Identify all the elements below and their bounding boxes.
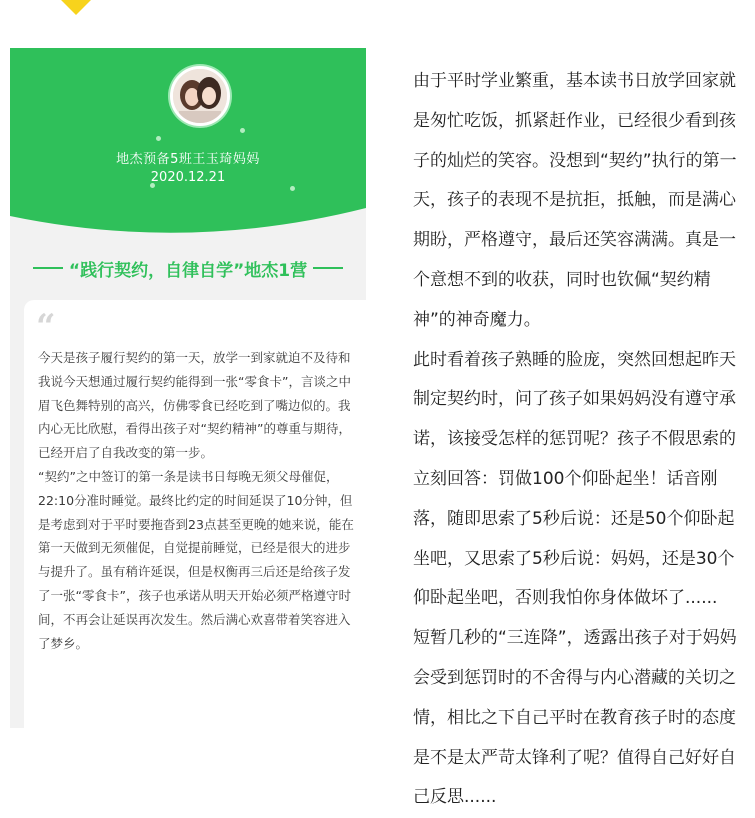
post-paragraph: “契约”之中签订的第一条是读书日每晚无须父母催促，22:10分准时睡觉。最终比约定的时间延误了10分钟，但是考虑到对于平时要拖沓到23点甚至更晚的她来说，能在第一天做到无须催促，自觉提前睡觉，已经是很大的进步与提升了。虽有稍许延误，但是权衡再三后还是给孩子发了一张“零食卡”，孩子也承诺从明天开始必须严格遵守时间，不再会让延误再次发生。然后满心欢喜带着笑容进入了梦乡。 [38,468,354,651]
decor-dot [290,186,295,191]
article-body [413,62,747,818]
top-marker-icon [59,0,93,15]
post-paragraph: 今天是孩子履行契约的第一天，放学一到家就迫不及待和我说今天想通过履行契约能得到一张“零食卡”，言谈之中眉飞色舞特别的高兴，仿佛零食已经吃到了嘴边似的。我内心无比欣慰，看得出孩子对“契约精神”的尊重与期待，已经开启了自我改变的第一步。 [38,350,351,461]
camp-heading [10,255,366,281]
quote-icon: “ [36,307,56,347]
author-name: 地杰预备5班王玉琦妈妈 [116,152,260,167]
article-paragraph: 由于平时学业繁重，基本读书日放学回家就是匆忙吃饭，抓紧赶作业，已经很少看到孩子的灿烂的笑容。没想到“契约”执行的第一天，孩子的表现不是抗拒，抵触，而是满心期盼，严格遵守，最后还笑容满满。真是一个意想不到的收获，同时也钦佩“契约精神”的神奇魔力。 [413,71,737,330]
avatar[interactable] [170,66,230,126]
heading-line-left [33,267,63,269]
post-date: 2020.12.21 [150,170,226,185]
post-body [38,346,360,655]
header-curve [10,178,366,308]
camp-title: “践行契约，自律自学”地杰1营 [68,260,308,281]
heading-line-right [313,267,343,269]
article-paragraph: 此时看着孩子熟睡的脸庞，突然回想起昨天制定契约时，问了孩子如果妈妈没有遵守承诺，该接受怎样的惩罚呢？孩子不假思索的立刻回答：罚做100个仰卧起坐！话音刚落，随即思索了5秒后说：还是50个仰卧起坐吧，又思索了5秒后说：妈妈，还是30个仰卧起坐吧，否则我怕你身体做坏了...... [413,349,736,609]
post-screenshot-panel [10,48,366,728]
avatar-photo [173,69,227,123]
article-paragraph: 短暂几秒的“三连降”，透露出孩子对于妈妈会受到惩罚时的不舍得与内心潜藏的关切之情，相比之下自己平时在教育孩子时的态度是不是太严苛太锋利了呢？值得自己好好自己反思...... [413,628,737,808]
decor-dot [240,128,245,133]
decor-dot [156,136,161,141]
